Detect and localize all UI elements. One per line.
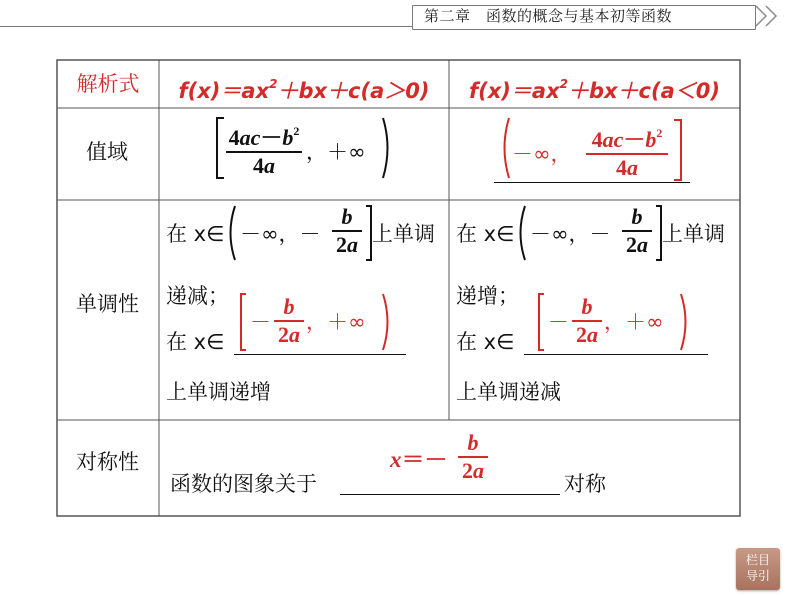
symmetry-answer-fraction: b 2a [456,430,490,484]
range-neg-infinity: －∞， [512,142,572,166]
symmetry-blank-line [340,494,560,495]
mono-right-in-x: 在 x∈ [456,222,515,246]
mono-right-in-x-2: 在 x∈ [456,330,515,354]
nav-line2: 导引 [745,569,770,583]
chapter-title: 第二章 函数的概念与基本初等函数 [424,7,673,25]
range-blank-line [494,182,690,183]
left-paren [224,204,238,262]
symmetry-text-before: 函数的图象关于 [170,472,317,496]
mono-left-in-x: 在 x∈ [166,222,225,246]
mono-right-fraction: b 2a [620,204,654,258]
left-bracket-red [238,292,248,352]
right-paren-red [380,292,394,352]
mono-right-line4: 上单调递减 [456,380,561,404]
formula-a-negative: $f(x)=ax^2+bx+c(a<0)$ [469,77,720,103]
mono-right-neg-inf: －∞，－ [530,222,611,246]
mono-left-neg-inf: －∞，－ [240,222,321,246]
left-bracket-red [536,292,546,352]
nav-line1: 栏目 [745,553,770,567]
symmetry-text-after: 对称 [564,472,606,496]
mono-left-fraction: b 2a [330,204,364,258]
range-fraction-left: $4ac-b^2$ 4a [224,118,304,179]
mono-left-line4: 上单调递增 [166,380,271,404]
mono-right-line2: 递增； [456,284,519,308]
left-paren-red [498,116,512,180]
right-paren-red [678,292,692,352]
mono-right-answer-fraction: b 2a [570,294,604,348]
mono-right-blank-line [524,354,708,355]
nav-guide-button[interactable] [736,548,780,590]
range-pos-infinity: ，＋∞ [306,140,366,164]
range-label: 值域 [86,140,128,164]
formula-a-positive: $f(x)=ax^2+bx+c(a>0)$ [178,77,430,103]
monotonic-label: 单调性 [76,292,139,316]
mono-right-up-label: 上单调 [662,222,725,246]
header-label: 解析式 [76,72,140,96]
right-paren [380,116,394,180]
symmetry-answer-x: x＝－ [390,447,448,472]
mono-left-answer-minus: － [250,310,271,334]
mono-left-answer-fraction: b 2a [272,294,306,348]
range-fraction-right: $4ac-b^2$ 4a [584,120,670,181]
symmetry-label: 对称性 [76,450,139,474]
mono-left-answer-tail: ，＋∞ [306,310,366,334]
mono-right-answer-minus: － [548,310,569,334]
left-paren [514,204,528,262]
mono-left-in-x-2: 在 x∈ [166,330,225,354]
mono-left-up-label: 上单调 [372,222,435,246]
mono-left-line2: 递减； [166,284,229,308]
mono-right-answer-tail: ，＋∞ [604,310,664,334]
mono-left-blank-line [234,354,406,355]
right-bracket-red [672,118,684,182]
